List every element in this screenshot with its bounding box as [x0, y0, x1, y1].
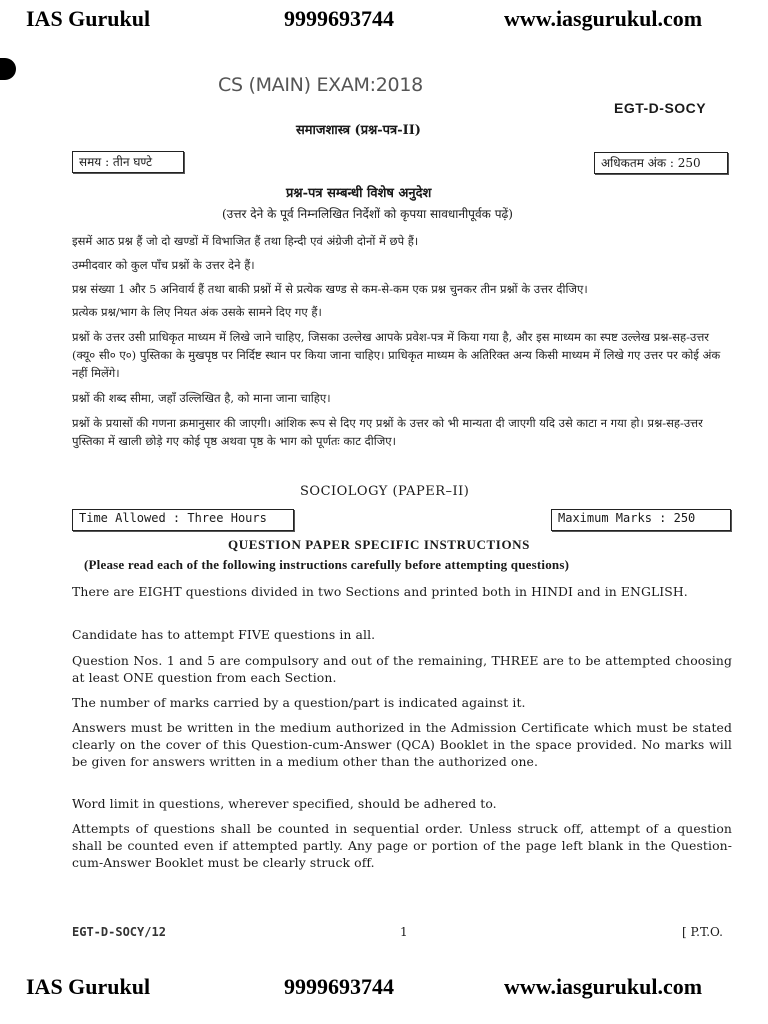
footer-paper-code: EGT-D-SOCY/12 — [72, 925, 166, 939]
hindi-max-marks-box: अधिकतम अंक : 250 — [594, 152, 728, 174]
header-brand: IAS Gurukul — [26, 6, 151, 31]
hindi-instruction: प्रश्नों की शब्द सीमा, जहाँ उल्लिखित है, को माना जाना चाहिए। — [72, 391, 331, 405]
footer-page-number: 1 — [400, 925, 408, 939]
english-instruction: Question Nos. 1 and 5 are compulsory and out of the remaining, THREE are to be attempted choosing at least ONE question from each Section. — [72, 653, 732, 685]
english-instruction: There are EIGHT questions divided in two Sections and printed both in HINDI and in ENGLISH. — [72, 584, 688, 599]
footer-website: www.iasgurukul.com — [504, 974, 703, 999]
english-instruction: The number of marks carried by a question/part is indicated against it. — [72, 695, 526, 710]
footer-phone: 9999693744 — [284, 974, 394, 999]
footer-pto: [ P.T.O. — [682, 925, 723, 939]
header-website: www.iasgurukul.com — [504, 6, 703, 31]
hindi-instruction: उम्मीदवार को कुल पाँच प्रश्नों के उत्तर देने हैं। — [72, 258, 255, 272]
english-time-allowed-box: Time Allowed : Three Hours — [72, 509, 294, 531]
english-instruction: Attempts of questions shall be counted in sequential order. Unless struck off, attempt of a question shall be counted even if attempted partly. Any page or portion of the page left blank in the Question-cum-Answer Booklet must be clearly struck off. — [72, 821, 732, 870]
hindi-subject-title: समाजशास्त्र (प्रश्न-पत्र-II) — [296, 123, 421, 138]
english-instructions-heading: QUESTION PAPER SPECIFIC INSTRUCTIONS — [228, 537, 530, 552]
header-phone: 9999693744 — [284, 6, 394, 31]
footer-watermark-band — [0, 974, 768, 1014]
hindi-instruction: प्रत्येक प्रश्न/भाग के लिए नियत अंक उसके सामने दिए गए हैं। — [72, 305, 322, 319]
english-subject-title: SOCIOLOGY (PAPER–II) — [300, 484, 470, 499]
exam-title: CS (MAIN) EXAM:2018 — [218, 74, 423, 96]
english-instruction: Word limit in questions, wherever specified, should be adhered to. — [72, 796, 497, 811]
hindi-instructions-subheading: (उत्तर देने के पूर्व निम्नलिखित निर्देशों को कृपया सावधानीपूर्वक पढ़ें) — [222, 207, 513, 221]
hindi-time-allowed-box: समय : तीन घण्टे — [72, 151, 184, 173]
english-instruction: Candidate has to attempt FIVE questions in all. — [72, 627, 376, 642]
footer-brand: IAS Gurukul — [26, 974, 151, 999]
header-watermark-band — [0, 6, 768, 46]
hindi-instruction: इसमें आठ प्रश्न हैं जो दो खण्डों में विभाजित हैं तथा हिन्दी एवं अंग्रेजी दोनों में छपे हैं। — [72, 234, 419, 248]
hindi-instruction: प्रश्नों के प्रयासों की गणना क्रमानुसार की जाएगी। आंशिक रूप से दिए गए प्रश्नों के उत्तर को भी मान्यता दी जाएगी यदि उसे काटा न गया हो। प्रश्न-सह-उत्तर पुस्तिका में खाली छोड़े गए कोई पृष्ठ अथवा पृष्ठ के भाग को पूर्णतः काट दीजिए। — [72, 416, 703, 448]
paper-code: EGT-D-SOCY — [614, 100, 707, 116]
hindi-instructions-heading: प्रश्न-पत्र सम्बन्धी विशेष अनुदेश — [286, 186, 432, 201]
scan-punch-hole — [0, 58, 16, 80]
english-instruction: Answers must be written in the medium authorized in the Admission Certificate which must be stated clearly on the cover of this Question-cum-Answer (QCA) Booklet in the space provided. No marks will be given for answers written in a medium other than the authorized one. — [72, 720, 732, 769]
english-max-marks-box: Maximum Marks : 250 — [551, 509, 731, 531]
hindi-instruction: प्रश्नों के उत्तर उसी प्राधिकृत माध्यम में लिखे जाने चाहिए, जिसका उल्लेख आपके प्रवेश-पत्र में किया गया है, और इस माध्यम का स्पष्ट उल्लेख प्रश्न-सह-उत्तर (क्यू० सी० ए०) पुस्तिका के मुखपृष्ठ पर निर्दिष्ट स्थान पर किया जाना चाहिए। प्राधिकृत माध्यम के अतिरिक्त अन्य किसी माध्यम में लिखे गए उत्तर पर कोई अंक नहीं मिलेंगे। — [72, 330, 721, 380]
hindi-instruction: प्रश्न संख्या 1 और 5 अनिवार्य हैं तथा बाकी प्रश्नों में से प्रत्येक खण्ड से कम-से-कम एक प्रश्न चुनकर तीन प्रश्नों के उत्तर दीजिए। — [72, 282, 588, 296]
english-instructions-subheading: (Please read each of the following instructions carefully before attempting questions) — [84, 557, 570, 572]
